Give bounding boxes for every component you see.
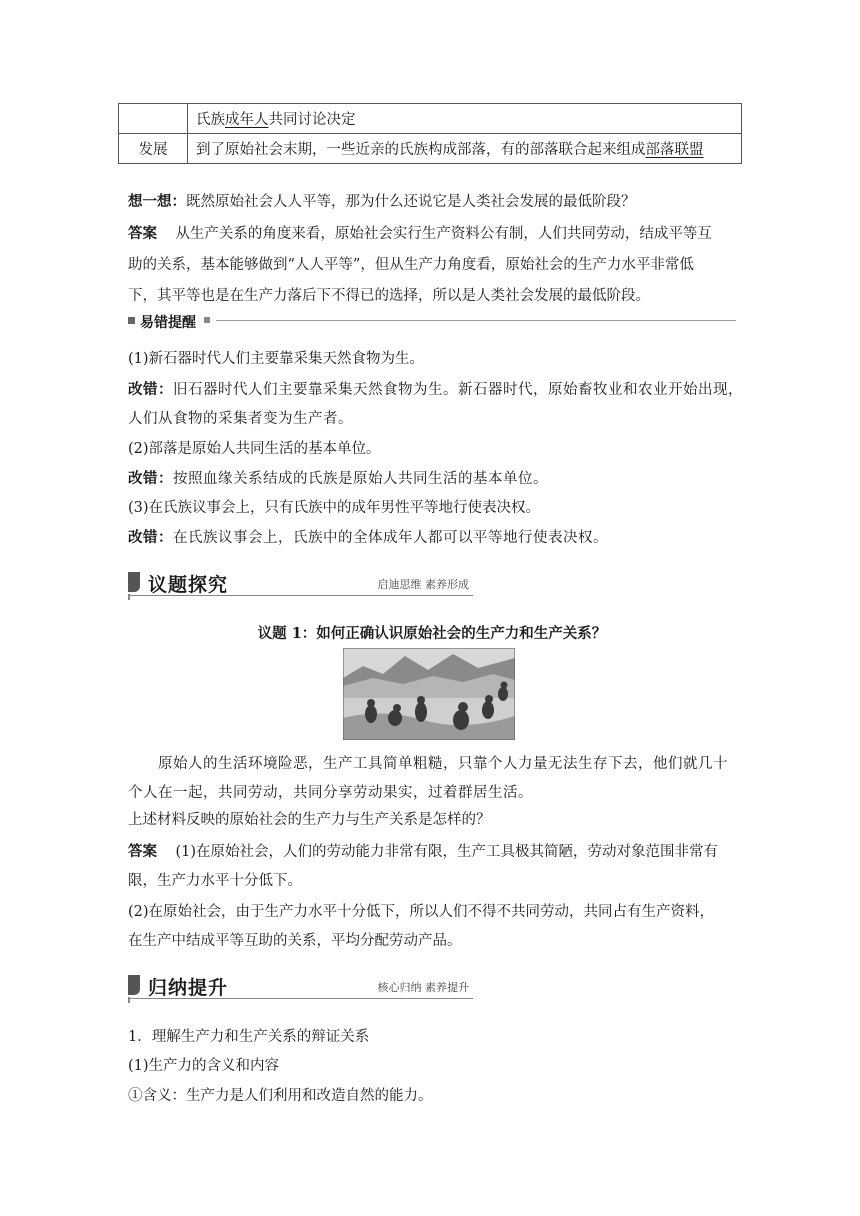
think-answer-line [128,222,712,243]
divider [128,998,473,999]
divider [128,594,130,600]
tip-header [128,312,736,330]
divider [128,595,473,596]
underlined-term: 成年人 [225,112,269,128]
section-bar-icon [128,572,140,592]
tip-correction [128,378,743,399]
tip-correction [128,467,548,488]
table-text: 氏族 [196,112,225,128]
correction-label: 改错： [128,381,173,398]
primitive-life-illustration [343,648,515,740]
question-text: 上述材料反映的原始社会的生产力与生产关系是怎样的？ [128,812,491,828]
think-question-text: 既然原始社会人人平等，那为什么还说它是人类社会发展的最低阶段？ [186,194,636,210]
correction-label: 改错： [128,529,173,546]
section-title: 归纳提升 [148,977,229,999]
tip-statement: (3)在氏族议事会上，只有氏族中的成年男性平等地行使表决权。 [128,500,541,516]
tip-header-label: 易错提醒 [140,315,196,331]
table-content-cell [188,134,742,164]
answer-line: 在生产中结成平等互助的关系，平均分配劳动产品。 [128,933,462,949]
table-row [119,134,742,164]
answer-line: 限，生产力水平十分低下。 [128,873,302,889]
answer-text: 从生产关系的角度来看，原始社会实行生产资料公有制，人们共同劳动，结成平等互 [175,226,712,242]
table-content-cell [188,104,742,134]
tip-correction-cont: 人们从食物的采集者变为生产者。 [128,411,353,427]
correction-text: 在氏族议事会上，氏族中的全体成年人都可以平等地行使表决权。 [173,530,608,546]
table-label-cell [119,104,188,134]
section-header-summary [128,973,473,999]
section-subtitle: 启迪思维 素养形成 [377,578,469,591]
table-label-cell: 发展 [119,134,188,164]
square-icon [204,317,210,323]
section-bar-icon [128,975,140,995]
think-answer-line: 助的关系，基本能够做到“人人平等”，但从生产力角度看，原始社会的生产力水平非常低 [128,257,694,273]
think-question [128,190,636,211]
summary-line: (1)生产力的含义和内容 [128,1058,280,1074]
correction-text: 按照血缘关系结成的氏族是原始人共同生活的基本单位。 [173,471,548,487]
section-title: 议题探究 [148,574,229,596]
tip-statement: (2)部落是原始人共同生活的基本单位。 [128,441,381,457]
correction-label: 改错： [128,470,173,487]
material-text: 个人在一起，共同劳动，共同分享劳动果实，过着群居生活。 [128,785,533,801]
answer-line [128,840,718,861]
square-icon [128,317,135,324]
tip-correction [128,526,608,547]
answer-text: (1)在原始社会，人们的劳动能力非常有限，生产工具极其简陋，劳动对象范围非常有 [175,844,718,860]
answer-label: 答案 [128,225,157,242]
answer-label: 答案 [128,843,157,860]
summary-line: ①含义：生产力是人们利用和改造自然的能力。 [128,1088,433,1104]
correction-text: 旧石器时代人们主要靠采集天然食物为生。新石器时代，原始畜牧业和农业开始出现， [173,382,743,398]
think-label: 想一想： [128,193,186,210]
divider [128,997,130,1003]
think-answer-line: 下，其平等也是在生产力落后下不得已的选择，所以是人类社会发展的最低阶段。 [128,288,650,304]
material-text: 原始人的生活环境险恶，生产工具简单粗糙，只靠个人力量无法生存下去，他们就几十 [158,756,728,772]
section-subtitle: 核心归纳 素养提升 [377,981,469,994]
divider [216,320,736,321]
answer-line: (2)在原始社会，由于生产力水平十分低下，所以人们不得不共同劳动，共同占有生产资料， [128,904,715,920]
underlined-term: 部落联盟 [645,142,704,158]
info-table [118,103,742,164]
table-text: 到了原始社会末期，一些近亲的氏族构成部落，有的部落联合起来组成 [196,142,646,158]
table-row [119,104,742,134]
tip-statement: (1)新石器时代人们主要靠采集天然食物为生。 [128,351,425,367]
summary-line: 1．理解生产力和生产关系的辩证关系 [128,1029,370,1045]
section-header-discussion [128,570,473,596]
topic-heading: 议题 1：如何正确认识原始社会的生产力和生产关系？ [257,625,607,642]
table-text: 共同讨论决定 [268,112,356,128]
